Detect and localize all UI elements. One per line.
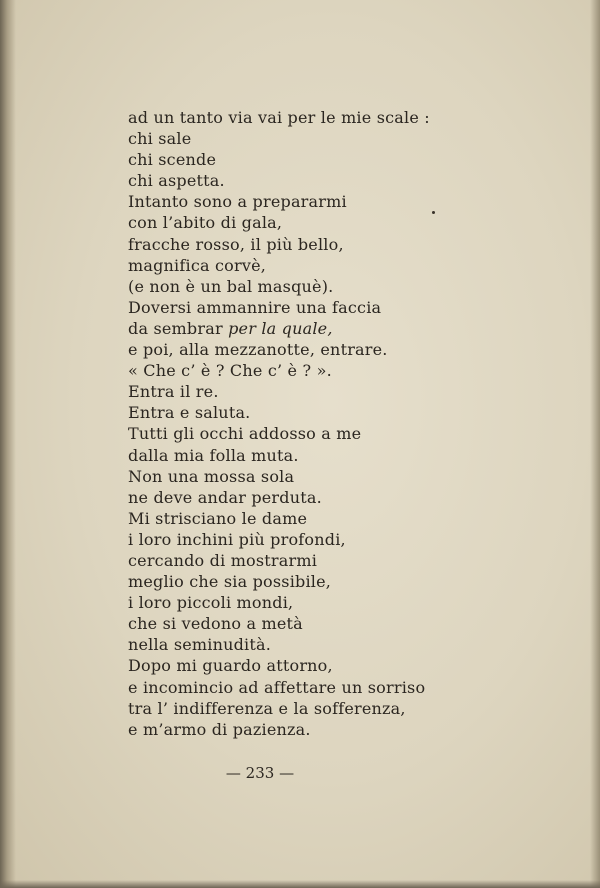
poem-line: cercando di mostrarmi	[128, 550, 318, 570]
poem-line: Non una mossa sola	[128, 466, 295, 486]
italic-phrase: per la quale,	[228, 318, 333, 338]
poem-line: ad un tanto via vai per le mie scale :	[128, 108, 430, 127]
poem-line: e m’armo di pazienza.	[128, 719, 311, 739]
poem-line: magnifica corvè,	[128, 255, 267, 275]
poem-line: tra l’ indifferenza e la sofferenza,	[128, 698, 406, 718]
poem-line: i loro inchini più profondi,	[128, 529, 346, 549]
poem-line: chi aspetta.	[128, 171, 225, 191]
poem-line: Mi strisciano le dame	[128, 508, 308, 528]
poem-line: chi sale	[128, 129, 192, 149]
poem-line: « Che c’ è ? Che c’ è ? ».	[128, 361, 332, 381]
poem-line: Intanto sono a prepararmi	[128, 192, 347, 212]
poem-line: e incomincio ad affettare un sorriso	[128, 677, 426, 697]
poem-line: fracche rosso, il più bello,	[128, 234, 344, 254]
poem-line: meglio che sia possibile,	[128, 572, 332, 592]
page-number: — 233 —	[225, 764, 295, 782]
poem-text	[128, 107, 430, 740]
poem-line: Tutti gli occhi addosso a me	[128, 424, 362, 444]
page-edge-right	[590, 0, 600, 888]
poem-line: nella seminudità.	[128, 635, 272, 655]
poem-line: i loro piccoli mondi,	[128, 593, 294, 613]
page-edge-bottom	[0, 880, 600, 888]
poem-line: dalla mia folla muta.	[128, 445, 299, 465]
poem-line: Entra il re.	[128, 382, 219, 402]
paper-speck	[432, 211, 435, 214]
poem-line: con l’abito di gala,	[128, 213, 283, 233]
poem-line: ne deve andar perduta.	[128, 487, 322, 507]
binding-shadow	[0, 0, 16, 888]
poem-line: chi scende	[128, 150, 217, 170]
poem-line: Dopo mi guardo attorno,	[128, 656, 333, 676]
poem-line: (e non è un bal masquè).	[128, 276, 334, 296]
poem-line: Doversi ammannire una faccia	[128, 297, 382, 317]
poem-line-with-italic	[128, 318, 430, 339]
poem-line-text: da sembrar	[128, 318, 223, 338]
poem-line: che si vedono a metà	[128, 614, 303, 634]
poem-line: Entra e saluta.	[128, 403, 251, 423]
poem-line: e poi, alla mezzanotte, entrare.	[128, 340, 388, 360]
